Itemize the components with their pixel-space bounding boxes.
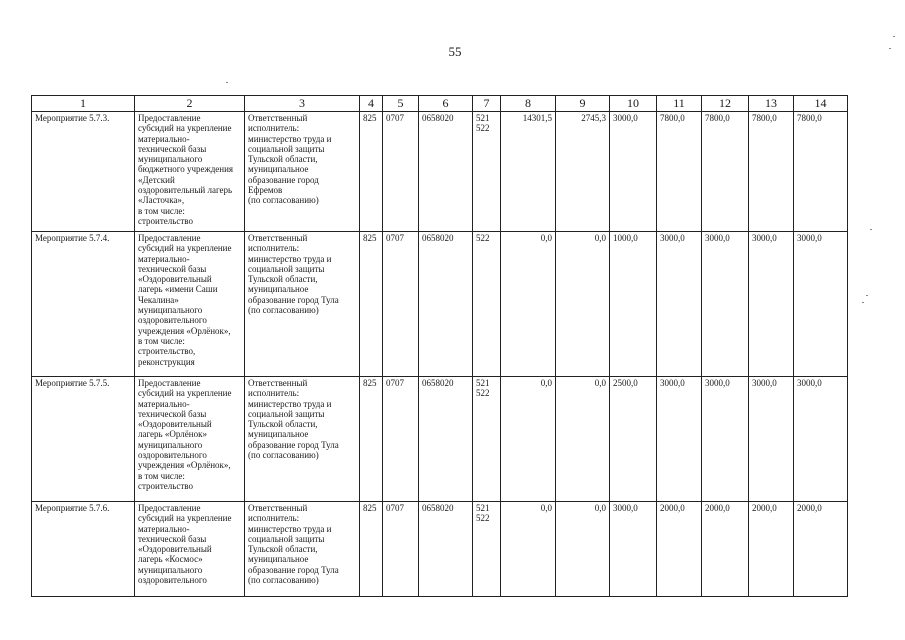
header-row bbox=[32, 96, 848, 112]
description-line: оздоровительный лагерь bbox=[138, 185, 233, 196]
description-line: технической базы bbox=[138, 263, 207, 274]
amount-cell: 7800,0 bbox=[657, 112, 702, 232]
description-line: «Оздоровительный bbox=[138, 544, 212, 555]
amount-cell: 3000,0 bbox=[610, 502, 657, 597]
amount-cell: 3000,0 bbox=[657, 377, 702, 502]
description-line: материально- bbox=[138, 133, 190, 144]
executor-line: Ответственный bbox=[248, 503, 308, 513]
executor-line: министерство труда и bbox=[248, 523, 332, 534]
code-cell: 0658020 bbox=[419, 112, 473, 232]
executor-line: муниципальное bbox=[248, 429, 309, 440]
executor-line: Тульской области, bbox=[248, 154, 318, 165]
code-cell bbox=[473, 232, 501, 377]
measure-executor bbox=[245, 502, 360, 597]
executor-line: Тульской области, bbox=[248, 274, 318, 285]
code-line: 522 bbox=[476, 388, 490, 399]
amount-cell: 2000,0 bbox=[702, 502, 749, 597]
executor-line: муниципальное bbox=[248, 554, 309, 565]
code-cell: 0707 bbox=[383, 377, 419, 502]
executor-line: Ответственный bbox=[248, 378, 308, 388]
description-line: в том числе: bbox=[138, 205, 185, 216]
description-line: оздоровительного bbox=[138, 575, 207, 586]
amount-cell: 0,0 bbox=[501, 377, 556, 502]
executor-line: Ответственный bbox=[248, 233, 308, 243]
executor-line: социальной защиты bbox=[248, 533, 325, 544]
amount-cell: 0,0 bbox=[556, 377, 610, 502]
header-cell: 10 bbox=[610, 96, 657, 112]
executor-line: исполнитель: bbox=[248, 123, 300, 134]
amount-cell: 0,0 bbox=[501, 502, 556, 597]
description-line: «Оздоровительный bbox=[138, 419, 212, 430]
scan-speck bbox=[870, 229, 872, 230]
executor-line: образование город bbox=[248, 174, 319, 185]
scan-speck bbox=[893, 36, 895, 37]
amount-cell: 0,0 bbox=[501, 232, 556, 377]
amount-cell: 3000,0 bbox=[749, 377, 794, 502]
executor-line: Тульской области, bbox=[248, 544, 318, 555]
amount-cell: 0,0 bbox=[556, 232, 610, 377]
code-cell bbox=[473, 377, 501, 502]
table-row bbox=[32, 232, 848, 377]
code-cell: 0658020 bbox=[419, 232, 473, 377]
header-cell: 7 bbox=[473, 96, 501, 112]
code-cell: 0658020 bbox=[419, 502, 473, 597]
amount-cell: 3000,0 bbox=[610, 112, 657, 232]
scan-speck bbox=[862, 302, 864, 303]
amount-cell: 1000,0 bbox=[610, 232, 657, 377]
executor-line: (по согласованию) bbox=[248, 575, 319, 586]
executor-line: исполнитель: bbox=[248, 513, 300, 524]
executor-line: (по согласованию) bbox=[248, 450, 319, 461]
measure-description bbox=[135, 112, 245, 232]
description-line: «Детский bbox=[138, 174, 175, 185]
description-line: лагерь «Космос» bbox=[138, 554, 203, 565]
description-line: технической базы bbox=[138, 408, 207, 419]
description-line: субсидий на укрепление bbox=[138, 123, 232, 134]
table-body bbox=[32, 112, 848, 597]
header-cell: 8 bbox=[501, 96, 556, 112]
description-line: «Ласточка», bbox=[138, 195, 185, 206]
description-line: Чекалина» bbox=[138, 294, 179, 305]
executor-line: Ответственный bbox=[248, 113, 308, 123]
table-row bbox=[32, 377, 848, 502]
measure-description bbox=[135, 502, 245, 597]
executor-line: образование город Тула bbox=[248, 439, 339, 450]
executor-line: исполнитель: bbox=[248, 388, 300, 399]
code-cell bbox=[473, 502, 501, 597]
code-line: 521 bbox=[476, 378, 490, 388]
code-line: 521 bbox=[476, 503, 490, 513]
description-line: материально- bbox=[138, 253, 190, 264]
code-line: 521 bbox=[476, 113, 490, 123]
executor-line: образование город Тула bbox=[248, 564, 339, 575]
header-cell: 3 bbox=[245, 96, 360, 112]
executor-line: министерство труда и bbox=[248, 253, 332, 264]
description-line: муниципального bbox=[138, 564, 203, 575]
header-cell: 9 bbox=[556, 96, 610, 112]
executor-line: (по согласованию) bbox=[248, 305, 319, 316]
code-cell: 0707 bbox=[383, 502, 419, 597]
amount-cell: 3000,0 bbox=[794, 232, 848, 377]
amount-cell: 2745,3 bbox=[556, 112, 610, 232]
header-cell: 2 bbox=[135, 96, 245, 112]
amount-cell: 2000,0 bbox=[749, 502, 794, 597]
description-line: учреждения «Орлёнок», bbox=[138, 460, 231, 471]
scan-speck bbox=[866, 295, 868, 296]
measure-label: Мероприятие 5.7.4. bbox=[32, 232, 135, 377]
code-cell: 825 bbox=[360, 112, 383, 232]
measure-executor bbox=[245, 112, 360, 232]
header-cell: 12 bbox=[702, 96, 749, 112]
description-line: оздоровительного bbox=[138, 315, 207, 326]
code-cell: 825 bbox=[360, 502, 383, 597]
description-line: лагерь «имени Саши bbox=[138, 284, 218, 295]
amount-cell: 2500,0 bbox=[610, 377, 657, 502]
code-cell bbox=[473, 112, 501, 232]
description-line: учреждения «Орлёнок», bbox=[138, 325, 231, 336]
scan-speck bbox=[889, 48, 891, 49]
description-line: оздоровительного bbox=[138, 450, 207, 461]
amount-cell: 3000,0 bbox=[702, 377, 749, 502]
executor-line: Тульской области, bbox=[248, 419, 318, 430]
measure-label: Мероприятие 5.7.6. bbox=[32, 502, 135, 597]
description-line: строительство, bbox=[138, 346, 196, 357]
executor-line: (по согласованию) bbox=[248, 195, 319, 206]
header-cell: 14 bbox=[794, 96, 848, 112]
code-cell: 825 bbox=[360, 232, 383, 377]
executor-line: Ефремов bbox=[248, 185, 283, 196]
executor-line: муниципальное bbox=[248, 164, 309, 175]
description-line: «Оздоровительный bbox=[138, 274, 212, 285]
description-line: технической базы bbox=[138, 533, 207, 544]
description-line: субсидий на укрепление bbox=[138, 388, 232, 399]
amount-cell: 0,0 bbox=[556, 502, 610, 597]
description-line: муниципального bbox=[138, 154, 203, 165]
header-cell: 1 bbox=[32, 96, 135, 112]
description-line: Предоставление bbox=[138, 113, 201, 123]
measure-label: Мероприятие 5.7.5. bbox=[32, 377, 135, 502]
executor-line: образование город Тула bbox=[248, 294, 339, 305]
header-cell: 4 bbox=[360, 96, 383, 112]
description-line: субсидий на укрепление bbox=[138, 243, 232, 254]
code-cell: 825 bbox=[360, 377, 383, 502]
executor-line: министерство труда и bbox=[248, 398, 332, 409]
scan-speck bbox=[226, 82, 228, 83]
header-cell: 13 bbox=[749, 96, 794, 112]
description-line: Предоставление bbox=[138, 378, 201, 388]
code-line: 522 bbox=[476, 123, 490, 134]
description-line: материально- bbox=[138, 523, 190, 534]
description-line: лагерь «Орлёнок» bbox=[138, 429, 207, 440]
amount-cell: 7800,0 bbox=[702, 112, 749, 232]
amount-cell: 3000,0 bbox=[702, 232, 749, 377]
table-row bbox=[32, 112, 848, 232]
description-line: Предоставление bbox=[138, 503, 201, 513]
code-cell: 0707 bbox=[383, 232, 419, 377]
executor-line: исполнитель: bbox=[248, 243, 300, 254]
header-cell: 11 bbox=[657, 96, 702, 112]
measure-executor bbox=[245, 232, 360, 377]
description-line: Предоставление bbox=[138, 233, 201, 243]
executor-line: муниципальное bbox=[248, 284, 309, 295]
measure-executor bbox=[245, 377, 360, 502]
description-line: строительство bbox=[138, 215, 193, 226]
header-cell: 5 bbox=[383, 96, 419, 112]
budget-table bbox=[31, 95, 848, 597]
executor-line: министерство труда и bbox=[248, 133, 332, 144]
description-line: в том числе: bbox=[138, 470, 185, 481]
table-row bbox=[32, 502, 848, 597]
description-line: муниципального bbox=[138, 305, 203, 316]
description-line: в том числе: bbox=[138, 335, 185, 346]
amount-cell: 3000,0 bbox=[794, 377, 848, 502]
description-line: муниципального bbox=[138, 439, 203, 450]
code-line: 522 bbox=[476, 233, 490, 243]
description-line: реконструкция bbox=[138, 356, 195, 367]
page-number: 55 bbox=[448, 44, 462, 59]
measure-label: Мероприятие 5.7.3. bbox=[32, 112, 135, 232]
executor-line: социальной защиты bbox=[248, 143, 325, 154]
measure-description bbox=[135, 377, 245, 502]
amount-cell: 2000,0 bbox=[657, 502, 702, 597]
amount-cell: 7800,0 bbox=[794, 112, 848, 232]
amount-cell: 3000,0 bbox=[657, 232, 702, 377]
amount-cell: 7800,0 bbox=[749, 112, 794, 232]
executor-line: социальной защиты bbox=[248, 263, 325, 274]
description-line: технической базы bbox=[138, 143, 207, 154]
code-line: 522 bbox=[476, 513, 490, 524]
code-cell: 0707 bbox=[383, 112, 419, 232]
amount-cell: 14301,5 bbox=[501, 112, 556, 232]
executor-line: социальной защиты bbox=[248, 408, 325, 419]
description-line: материально- bbox=[138, 398, 190, 409]
measure-description bbox=[135, 232, 245, 377]
amount-cell: 3000,0 bbox=[749, 232, 794, 377]
code-cell: 0658020 bbox=[419, 377, 473, 502]
description-line: бюджетного учреждения bbox=[138, 164, 234, 175]
description-line: строительство bbox=[138, 480, 193, 491]
header-cell: 6 bbox=[419, 96, 473, 112]
description-line: субсидий на укрепление bbox=[138, 513, 232, 524]
amount-cell: 2000,0 bbox=[794, 502, 848, 597]
